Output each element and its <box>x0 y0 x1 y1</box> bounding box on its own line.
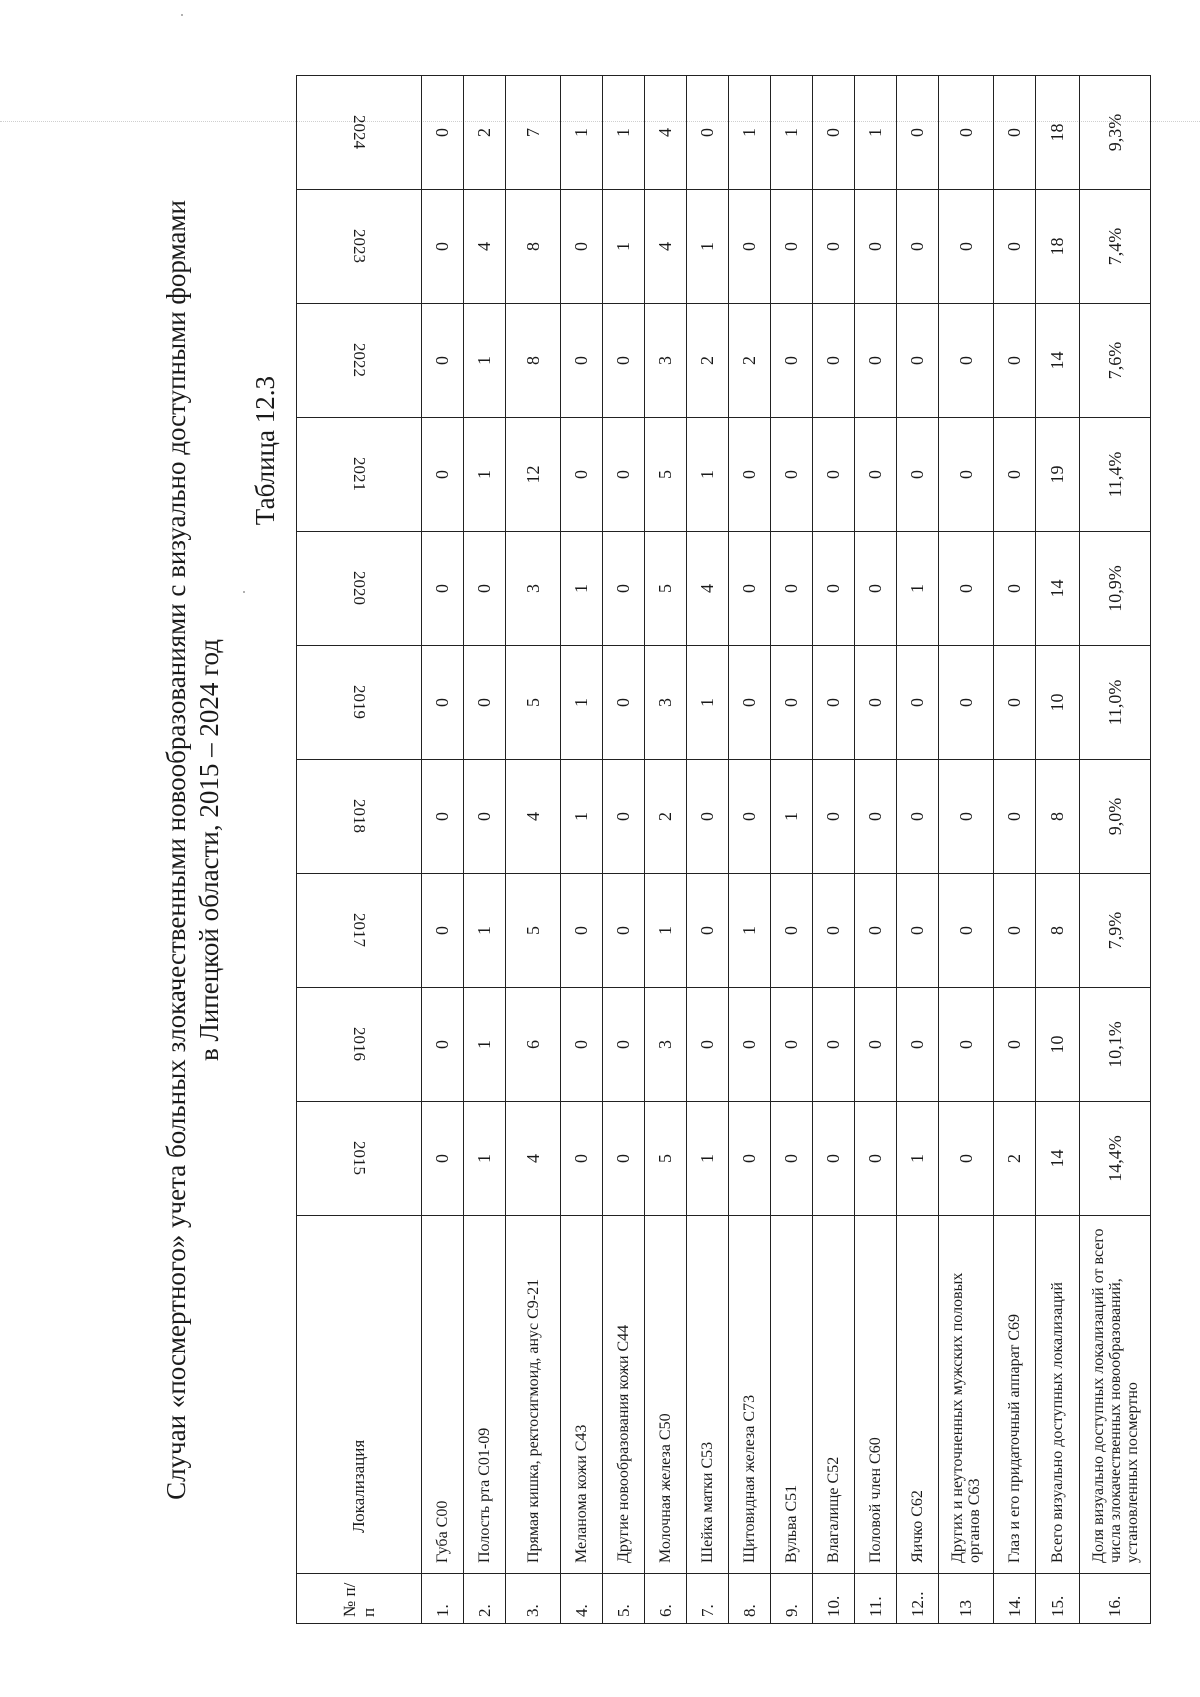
header-year <box>297 760 422 874</box>
cell-value: 1 <box>603 190 645 304</box>
cell-value: 0 <box>855 190 897 304</box>
cell-value: 0 <box>603 760 645 874</box>
cell-value: 0 <box>897 304 939 418</box>
cell-value: 0 <box>994 874 1036 988</box>
cell-value: 0 <box>813 760 855 874</box>
cell-value: 0 <box>939 532 994 646</box>
table-row <box>561 76 603 1624</box>
cell-value: 0 <box>939 988 994 1102</box>
row-number: 13 <box>939 1574 994 1624</box>
cell-value: 11,4% <box>1080 418 1151 532</box>
row-localization: Других и неуточненных мужских половых органов С63 <box>939 1216 994 1574</box>
header-year <box>297 1102 422 1216</box>
cell-value: 18 <box>1036 76 1080 190</box>
cell-value: 0 <box>771 1102 813 1216</box>
cell-value: 0 <box>855 874 897 988</box>
cell-value: 0 <box>813 190 855 304</box>
cell-value: 0 <box>994 646 1036 760</box>
row-localization: Полость рта С01-09 <box>464 1216 506 1574</box>
table-row <box>855 76 897 1624</box>
cell-value: 0 <box>729 1102 771 1216</box>
row-number: 5. <box>603 1574 645 1624</box>
cell-value: 0 <box>422 988 464 1102</box>
cell-value: 0 <box>561 1102 603 1216</box>
cell-value: 10,1% <box>1080 988 1151 1102</box>
cell-value: 0 <box>771 418 813 532</box>
cell-value: 5 <box>506 646 561 760</box>
header-year-label: 2019 <box>350 685 369 720</box>
cell-value: 1 <box>464 988 506 1102</box>
header-year <box>297 304 422 418</box>
cell-value: 0 <box>603 1102 645 1216</box>
cell-value: 0 <box>813 304 855 418</box>
cell-value: 0 <box>422 760 464 874</box>
cell-value: 0 <box>813 532 855 646</box>
cell-value: 7 <box>506 76 561 190</box>
document-title <box>160 96 226 1604</box>
row-number: 2. <box>464 1574 506 1624</box>
cell-value: 0 <box>561 418 603 532</box>
header-year <box>297 190 422 304</box>
row-localization: Доля визуально доступных локализаций от всего числа злокачественных новообразований, установленных посмертно <box>1080 1216 1151 1574</box>
cell-value: 1 <box>897 1102 939 1216</box>
cell-value: 0 <box>855 532 897 646</box>
row-localization: Вульва С51 <box>771 1216 813 1574</box>
table-row <box>994 76 1036 1624</box>
cell-value: 0 <box>603 304 645 418</box>
cell-value: 0 <box>939 874 994 988</box>
row-localization: Шейка матки С53 <box>687 1216 729 1574</box>
table-number-label: Таблица 12.3 <box>250 376 280 526</box>
cell-value: 0 <box>464 646 506 760</box>
cell-value: 1 <box>561 760 603 874</box>
cell-value: 10 <box>1036 988 1080 1102</box>
cell-value: 0 <box>813 76 855 190</box>
table-row <box>1080 76 1151 1624</box>
cell-value: 2 <box>687 304 729 418</box>
cell-value: 0 <box>813 874 855 988</box>
cell-value: 0 <box>729 760 771 874</box>
cell-value: 0 <box>687 988 729 1102</box>
cell-value: 14,4% <box>1080 1102 1151 1216</box>
cell-value: 5 <box>645 418 687 532</box>
header-year-label: 2024 <box>350 115 369 150</box>
cell-value: 0 <box>422 418 464 532</box>
row-localization: Меланома кожи С43 <box>561 1216 603 1574</box>
table-row <box>464 76 506 1624</box>
cell-value: 0 <box>939 1102 994 1216</box>
table-row <box>939 76 994 1624</box>
cell-value: 4 <box>687 532 729 646</box>
data-table <box>296 75 1151 1624</box>
cell-value: 0 <box>939 76 994 190</box>
cell-value: 0 <box>813 418 855 532</box>
cell-value: 0 <box>855 1102 897 1216</box>
cell-value: 1 <box>729 874 771 988</box>
cell-value: 0 <box>939 304 994 418</box>
row-localization: Щитовидная железа С73 <box>729 1216 771 1574</box>
header-year-label: 2022 <box>350 343 369 378</box>
row-number: 1. <box>422 1574 464 1624</box>
cell-value: 7,9% <box>1080 874 1151 988</box>
row-localization: Другие новообразования кожи С44 <box>603 1216 645 1574</box>
cell-value: 1 <box>687 646 729 760</box>
cell-value: 6 <box>506 988 561 1102</box>
cell-value: 14 <box>1036 304 1080 418</box>
cell-value: 1 <box>687 190 729 304</box>
table-row <box>506 76 561 1624</box>
cell-value: 0 <box>855 304 897 418</box>
cell-value: 14 <box>1036 1102 1080 1216</box>
cell-value: 9,0% <box>1080 760 1151 874</box>
cell-value: 0 <box>729 532 771 646</box>
cell-value: 1 <box>561 532 603 646</box>
table-row <box>1036 76 1080 1624</box>
cell-value: 0 <box>422 1102 464 1216</box>
row-number: 6. <box>645 1574 687 1624</box>
cell-value: 1 <box>855 76 897 190</box>
row-number: 15. <box>1036 1574 1080 1624</box>
header-year-label: 2023 <box>350 229 369 264</box>
table-row <box>771 76 813 1624</box>
cell-value: 0 <box>897 988 939 1102</box>
row-localization: Яичко С62 <box>897 1216 939 1574</box>
cell-value: 3 <box>645 304 687 418</box>
row-number: 4. <box>561 1574 603 1624</box>
header-year <box>297 418 422 532</box>
cell-value: 0 <box>897 190 939 304</box>
row-number: 10. <box>813 1574 855 1624</box>
cell-value: 0 <box>855 988 897 1102</box>
cell-value: 7,4% <box>1080 190 1151 304</box>
cell-value: 5 <box>645 532 687 646</box>
cell-value: 2 <box>464 76 506 190</box>
cell-value: 0 <box>897 418 939 532</box>
table-body <box>422 76 1151 1624</box>
cell-value: 8 <box>1036 760 1080 874</box>
cell-value: 4 <box>506 1102 561 1216</box>
row-number: 16. <box>1080 1574 1151 1624</box>
cell-value: 0 <box>897 646 939 760</box>
cell-value: 1 <box>687 1102 729 1216</box>
cell-value: 4 <box>645 76 687 190</box>
header-year-label: 2016 <box>350 1027 369 1062</box>
cell-value: 0 <box>771 304 813 418</box>
cell-value: 0 <box>939 418 994 532</box>
cell-value: 0 <box>939 760 994 874</box>
cell-value: 0 <box>422 190 464 304</box>
cell-value: 0 <box>687 76 729 190</box>
cell-value: 0 <box>939 646 994 760</box>
row-number: 11. <box>855 1574 897 1624</box>
cell-value: 18 <box>1036 190 1080 304</box>
cell-value: 10,9% <box>1080 532 1151 646</box>
cell-value: 0 <box>994 76 1036 190</box>
cell-value: 2 <box>994 1102 1036 1216</box>
cell-value: 0 <box>729 988 771 1102</box>
cell-value: 0 <box>687 874 729 988</box>
cell-value: 1 <box>687 418 729 532</box>
cell-value: 0 <box>603 988 645 1102</box>
table-header-row <box>297 76 422 1624</box>
cell-value: 0 <box>897 874 939 988</box>
cell-value: 1 <box>464 1102 506 1216</box>
cell-value: 0 <box>422 532 464 646</box>
cell-value: 0 <box>603 532 645 646</box>
cell-value: 1 <box>464 304 506 418</box>
header-year <box>297 76 422 190</box>
cell-value: 0 <box>771 874 813 988</box>
cell-value: 3 <box>506 532 561 646</box>
scan-speck <box>181 14 183 16</box>
cell-value: 0 <box>464 760 506 874</box>
cell-value: 1 <box>645 874 687 988</box>
header-year <box>297 874 422 988</box>
header-year <box>297 988 422 1102</box>
title-line-2: в Липецкой области, 2015 – 2024 год <box>194 639 224 1061</box>
row-localization: Губа С00 <box>422 1216 464 1574</box>
cell-value: 0 <box>729 190 771 304</box>
cell-value: 0 <box>561 304 603 418</box>
cell-value: 4 <box>464 190 506 304</box>
cell-value: 0 <box>813 1102 855 1216</box>
cell-value: 1 <box>771 76 813 190</box>
cell-value: 0 <box>939 190 994 304</box>
cell-value: 0 <box>771 532 813 646</box>
cell-value: 8 <box>506 304 561 418</box>
cell-value: 1 <box>897 532 939 646</box>
header-year-label: 2018 <box>350 799 369 834</box>
table-row <box>645 76 687 1624</box>
cell-value: 0 <box>994 418 1036 532</box>
cell-value: 0 <box>855 646 897 760</box>
cell-value: 0 <box>561 874 603 988</box>
title-line-1: Случаи «посмертного» учета больных злокачественными новообразованиями с визуально доступными формами <box>161 200 191 1500</box>
cell-value: 7,6% <box>1080 304 1151 418</box>
cell-value: 0 <box>994 532 1036 646</box>
header-year-label: 2015 <box>350 1141 369 1176</box>
cell-value: 0 <box>603 874 645 988</box>
cell-value: 0 <box>561 988 603 1102</box>
row-number: 3. <box>506 1574 561 1624</box>
cell-value: 0 <box>855 418 897 532</box>
cell-value: 0 <box>603 418 645 532</box>
cell-value: 0 <box>603 646 645 760</box>
row-localization: Прямая кишка, ректосигмоид, анус С9-21 <box>506 1216 561 1574</box>
cell-value: 19 <box>1036 418 1080 532</box>
cell-value: 0 <box>771 988 813 1102</box>
header-year <box>297 532 422 646</box>
cell-value: 0 <box>897 760 939 874</box>
cell-value: 0 <box>422 646 464 760</box>
row-number: 12.. <box>897 1574 939 1624</box>
cell-value: 4 <box>506 760 561 874</box>
rotated-page-content <box>160 76 1141 1624</box>
row-number: 14. <box>994 1574 1036 1624</box>
row-localization: Половой член С60 <box>855 1216 897 1574</box>
cell-value: 1 <box>771 760 813 874</box>
table-row <box>729 76 771 1624</box>
row-number: 8. <box>729 1574 771 1624</box>
header-year <box>297 646 422 760</box>
cell-value: 0 <box>813 988 855 1102</box>
row-number: 9. <box>771 1574 813 1624</box>
row-localization: Влагалище С52 <box>813 1216 855 1574</box>
row-localization: Молочная железа С50 <box>645 1216 687 1574</box>
cell-value: 1 <box>561 76 603 190</box>
table-row <box>603 76 645 1624</box>
header-localization: Локализация <box>297 1216 422 1574</box>
cell-value: 0 <box>422 874 464 988</box>
cell-value: 8 <box>1036 874 1080 988</box>
cell-value: 0 <box>897 76 939 190</box>
row-localization: Всего визуально доступных локализаций <box>1036 1216 1080 1574</box>
cell-value: 1 <box>464 874 506 988</box>
table-row <box>422 76 464 1624</box>
cell-value: 0 <box>771 190 813 304</box>
cell-value: 0 <box>422 76 464 190</box>
cell-value: 0 <box>464 532 506 646</box>
cell-value: 0 <box>422 304 464 418</box>
cell-value: 1 <box>729 76 771 190</box>
cell-value: 0 <box>813 646 855 760</box>
cell-value: 8 <box>506 190 561 304</box>
cell-value: 0 <box>994 190 1036 304</box>
cell-value: 5 <box>506 874 561 988</box>
table-row <box>687 76 729 1624</box>
cell-value: 11,0% <box>1080 646 1151 760</box>
header-year-label: 2017 <box>350 913 369 948</box>
cell-value: 0 <box>561 190 603 304</box>
cell-value: 0 <box>687 760 729 874</box>
cell-value: 0 <box>855 760 897 874</box>
cell-value: 0 <box>729 646 771 760</box>
cell-value: 1 <box>603 76 645 190</box>
header-number: № п/п <box>297 1574 422 1624</box>
cell-value: 3 <box>645 646 687 760</box>
cell-value: 2 <box>645 760 687 874</box>
header-year-label: 2020 <box>350 571 369 606</box>
cell-value: 0 <box>994 304 1036 418</box>
cell-value: 0 <box>771 646 813 760</box>
cell-value: 1 <box>561 646 603 760</box>
cell-value: 10 <box>1036 646 1080 760</box>
cell-value: 1 <box>464 418 506 532</box>
cell-value: 0 <box>994 988 1036 1102</box>
cell-value: 5 <box>645 1102 687 1216</box>
cell-value: 14 <box>1036 532 1080 646</box>
cell-value: 2 <box>729 304 771 418</box>
cell-value: 0 <box>729 418 771 532</box>
header-year-label: 2021 <box>350 457 369 492</box>
row-localization: Глаз и его придаточный аппарат С69 <box>994 1216 1036 1574</box>
cell-value: 3 <box>645 988 687 1102</box>
cell-value: 9,3% <box>1080 76 1151 190</box>
cell-value: 4 <box>645 190 687 304</box>
row-number: 7. <box>687 1574 729 1624</box>
cell-value: 12 <box>506 418 561 532</box>
table-row <box>813 76 855 1624</box>
table-row <box>897 76 939 1624</box>
cell-value: 0 <box>994 760 1036 874</box>
